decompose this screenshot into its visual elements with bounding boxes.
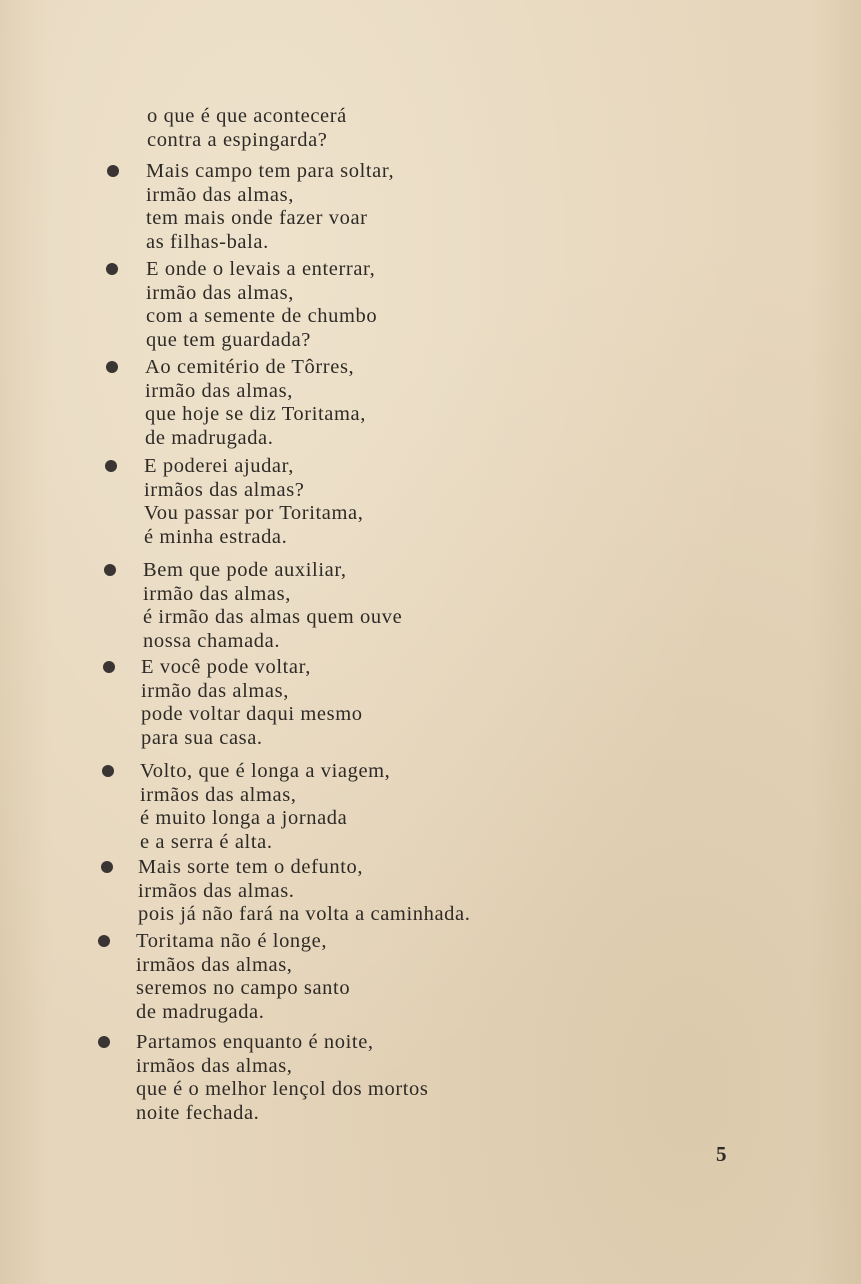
poem-line: irmãos das almas, <box>136 1054 293 1077</box>
poem-line: Mais campo tem para soltar, <box>146 160 395 182</box>
poem-line: contra a espingarda? <box>147 128 328 151</box>
poem-line: é muito longa a jornada <box>140 807 348 829</box>
poem-line: irmãos das almas, <box>140 783 297 806</box>
poem-line: Toritama não é longe, <box>136 930 328 952</box>
poem-line: irmão das almas, <box>141 679 289 702</box>
bullet-icon <box>106 263 118 275</box>
bullet-icon <box>98 935 110 947</box>
poem-line: Volto, que é longa a viagem, <box>140 760 391 782</box>
poem-line: nossa chamada. <box>143 629 281 652</box>
poem-line: que tem guardada? <box>146 328 312 351</box>
poem-line: para sua casa. <box>141 726 263 749</box>
poem-line: que hoje se diz Toritama, <box>145 403 366 425</box>
poem-line: que é o melhor lençol dos mortos <box>136 1078 429 1100</box>
page-number: 5 <box>716 1142 727 1166</box>
poem-line: Bem que pode auxiliar, <box>143 559 347 581</box>
poem-line: Mais sorte tem o defunto, <box>138 856 364 878</box>
poem-line: irmão das almas, <box>145 379 293 402</box>
poem-line: irmãos das almas. <box>138 879 295 902</box>
poem-line: E você pode voltar, <box>141 656 311 678</box>
poem-line: E poderei ajudar, <box>144 455 294 477</box>
bullet-icon <box>102 765 114 777</box>
poem-line: irmão das almas, <box>143 582 291 605</box>
poem-line: e a serra é alta. <box>140 830 273 853</box>
bullet-icon <box>101 861 113 873</box>
poem-line: irmãos das almas, <box>136 953 293 976</box>
poem-line: é irmão das almas quem ouve <box>143 606 403 628</box>
bullet-icon <box>104 564 116 576</box>
bullet-icon <box>103 661 115 673</box>
poem-line: de madrugada. <box>145 426 274 449</box>
poem-line: irmãos das almas? <box>144 478 305 501</box>
poem-line: irmão das almas, <box>146 183 294 206</box>
poem-line: seremos no campo santo <box>136 977 351 999</box>
bullet-icon <box>107 165 119 177</box>
poem-line: Vou passar por Toritama, <box>144 502 364 524</box>
bullet-icon <box>98 1036 110 1048</box>
poem-line: pode voltar daqui mesmo <box>141 703 363 725</box>
poem-line: irmão das almas, <box>146 281 294 304</box>
poem-line: Partamos enquanto é noite, <box>136 1031 374 1053</box>
bullet-icon <box>106 361 118 373</box>
poem-line: tem mais onde fazer voar <box>146 207 368 229</box>
poem-line: noite fechada. <box>136 1101 260 1124</box>
poem-line: pois já não fará na volta a caminhada. <box>138 903 471 925</box>
poem-line: o que é que acontecerá <box>147 105 347 127</box>
bullet-icon <box>105 460 117 472</box>
poem-line: E onde o levais a enterrar, <box>146 258 376 280</box>
poem-line: com a semente de chumbo <box>146 305 378 327</box>
poem-line: de madrugada. <box>136 1000 265 1023</box>
poem-line: Ao cemitério de Tôrres, <box>145 356 355 378</box>
poem-line: é minha estrada. <box>144 525 288 548</box>
poem-line: as filhas-bala. <box>146 230 269 253</box>
